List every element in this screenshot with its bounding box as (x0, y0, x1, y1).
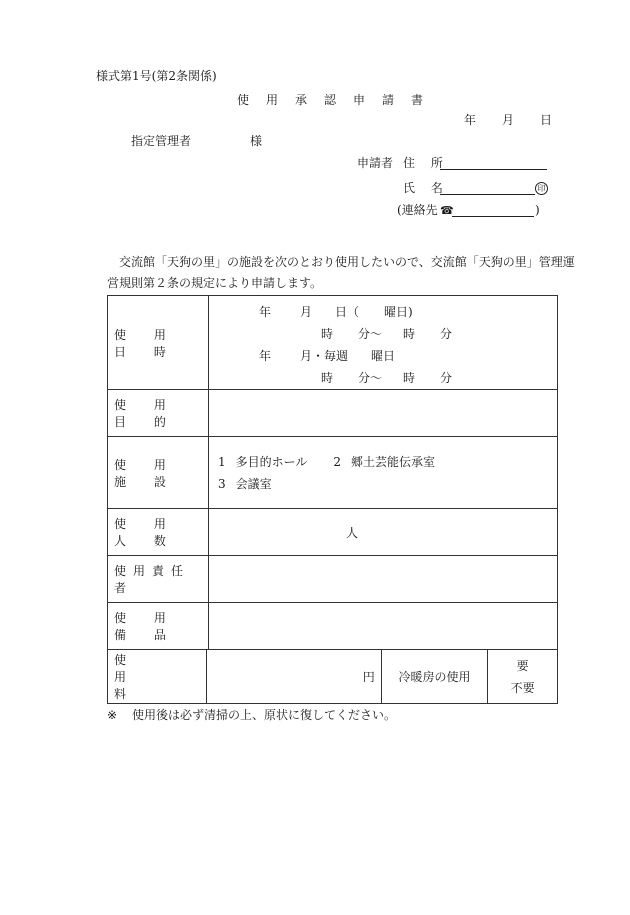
request-statement-text: 交流館「天狗の里」の施設を次のとおり使用したいので、交流館「天狗の里」管理運営規則第２条の規定により申請します。 (107, 255, 575, 290)
name-field[interactable] (440, 194, 535, 195)
equipment-cell[interactable] (209, 603, 558, 650)
fee-unit: 円 (362, 670, 375, 684)
form-number: 様式第1号(第2条関係) (96, 69, 217, 83)
date-line (464, 114, 552, 126)
title-char: 申 (353, 93, 366, 107)
title-char: 請 (382, 93, 395, 107)
manager-cell[interactable] (209, 556, 558, 603)
manager-label: 使用責任者 (108, 556, 209, 603)
facility-cell[interactable] (209, 437, 558, 509)
title-char: 認 (324, 93, 337, 107)
note-mark: ※ (107, 708, 118, 722)
dt-hour-to-2: 時 (403, 370, 416, 385)
date-year: 年 (464, 113, 477, 127)
dt-minute-from-2: 分～ (358, 370, 383, 385)
seal-mark: 印 (535, 182, 548, 195)
datetime-label: 使 用 日 時 (108, 296, 209, 390)
dt-minute-to: 分 (440, 326, 453, 341)
applicant-label: 申請者 (357, 156, 394, 170)
dt-hour-2: 時 (321, 370, 334, 385)
date-month: 月 (502, 113, 515, 127)
dt-hour: 時 (321, 326, 334, 341)
request-statement (107, 252, 577, 294)
dt-minute-to-2: 分 (440, 370, 453, 385)
dt-dow: 曜日) (384, 304, 413, 319)
dt-month: 月 (300, 304, 313, 319)
address-label: 住 所 (403, 156, 449, 170)
dt-dow-2: 曜日 (371, 348, 396, 363)
addressee: 指定管理者 (131, 134, 192, 148)
aircon-label: 冷暖房の使用 (381, 650, 488, 704)
equipment-label: 使 用 備 品 (108, 603, 209, 650)
application-table (107, 295, 558, 650)
contact-field[interactable] (452, 216, 534, 217)
footnote (107, 709, 396, 721)
name-label: 氏 名 (403, 181, 449, 195)
title-char: 承 (295, 93, 308, 107)
document-title (237, 94, 440, 106)
fee-table (107, 649, 558, 704)
facility-name: 会議室 (235, 476, 272, 491)
dt-month-weekly: 月・毎週 (300, 348, 349, 363)
fee-cell[interactable] (207, 650, 382, 704)
addressee-honorific: 様 (250, 134, 263, 148)
date-day: 日 (540, 113, 553, 127)
aircon-choice[interactable] (488, 650, 558, 704)
facility-no: 2 (333, 454, 342, 469)
title-char: 用 (266, 93, 279, 107)
dt-year: 年 (259, 304, 272, 319)
dt-day: 日（ (335, 304, 360, 319)
facility-name: 多目的ホール (235, 454, 308, 469)
phone-icon: ☎ (440, 204, 454, 217)
people-label: 使 用 人 数 (108, 509, 209, 556)
contact-label: (連絡先 (397, 203, 438, 217)
purpose-cell[interactable] (209, 390, 558, 437)
title-char: 使 (237, 93, 250, 107)
facility-label: 使 用 施 設 (108, 437, 209, 509)
note-text: 使用後は必ず清掃の上、原状に復してください。 (132, 708, 397, 722)
people-unit: 人 (346, 525, 359, 540)
dt-hour-to: 時 (403, 326, 416, 341)
contact-close-paren: ) (535, 203, 540, 217)
dt-minute-from: 分～ (358, 326, 383, 341)
fee-label: 使 用 料 (108, 650, 207, 704)
title-char: 書 (411, 93, 424, 107)
aircon-not-needed[interactable]: 不要 (510, 680, 535, 695)
address-field[interactable] (440, 169, 547, 170)
datetime-cell[interactable] (209, 296, 558, 390)
facility-no: 1 (218, 454, 226, 469)
people-cell[interactable] (209, 509, 558, 556)
aircon-needed[interactable]: 要 (516, 658, 529, 673)
dt-year-2: 年 (259, 348, 272, 363)
facility-no: 3 (218, 476, 226, 491)
purpose-label: 使 用 目 的 (108, 390, 209, 437)
facility-name: 郷土芸能伝承室 (351, 454, 436, 469)
